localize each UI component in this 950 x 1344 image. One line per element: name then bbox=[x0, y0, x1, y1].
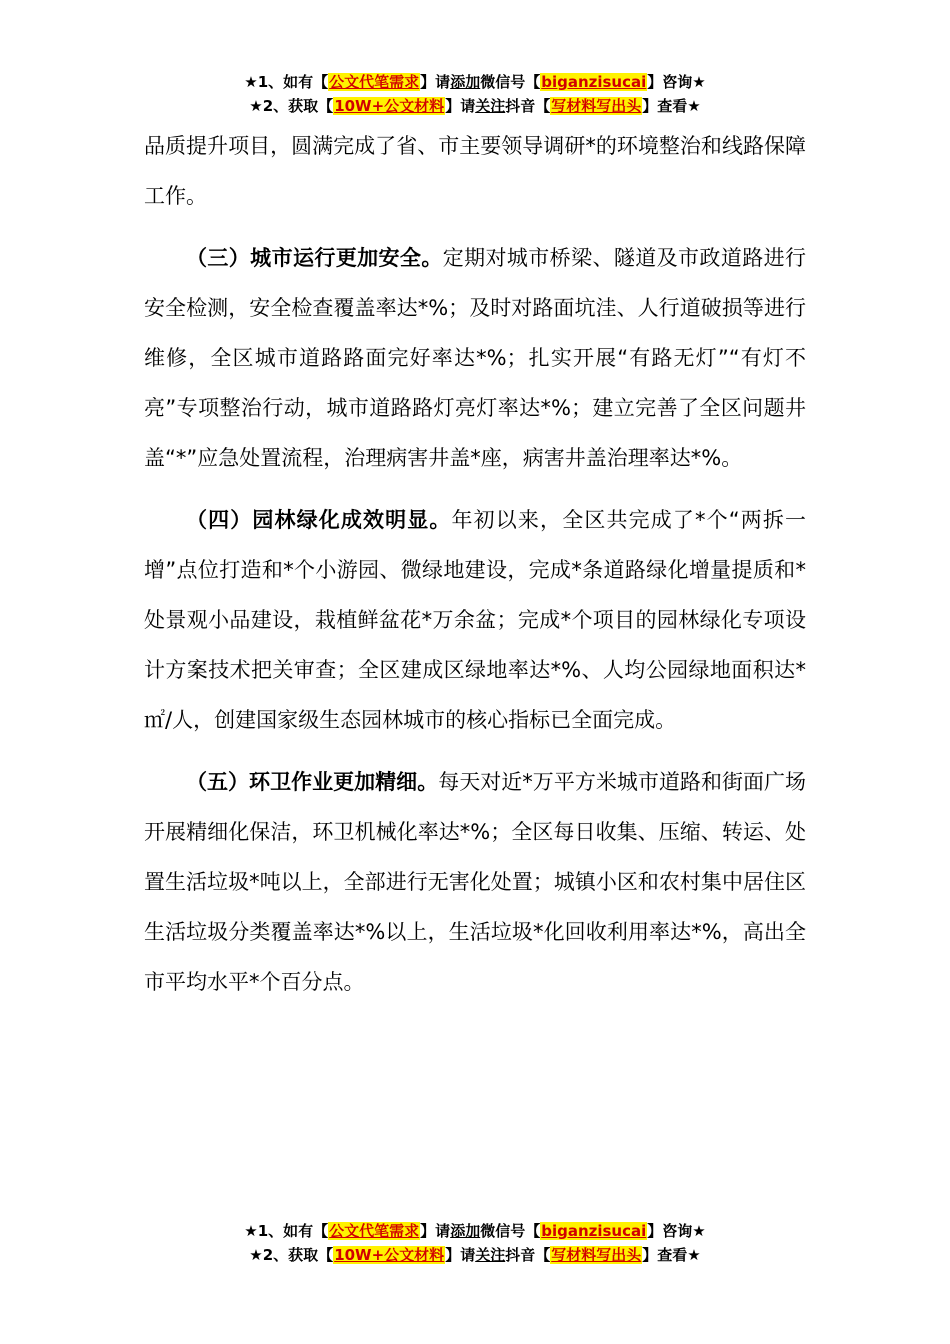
banner-line-2 bbox=[0, 1243, 950, 1267]
banner-text: ★1、如有【 bbox=[244, 73, 329, 91]
banner-highlight: biganzisucai bbox=[541, 73, 647, 91]
paragraph-sanitation bbox=[144, 757, 806, 1007]
banner-text: ★2、获取【 bbox=[249, 97, 334, 115]
banner-text: ★2、获取【 bbox=[249, 1246, 334, 1264]
paragraph-heading: （五）环卫作业更加精细。 bbox=[186, 770, 439, 794]
banner-underline: 关注 bbox=[475, 1246, 506, 1264]
banner-text: 抖音【 bbox=[505, 1246, 551, 1264]
banner-text: 】咨询★ bbox=[647, 73, 706, 91]
banner-line-2 bbox=[0, 94, 950, 118]
banner-text: 】查看★ bbox=[642, 1246, 701, 1264]
banner-highlight: 10W+公文材料 bbox=[334, 1246, 445, 1264]
footer-banner bbox=[0, 1219, 950, 1267]
document-body bbox=[144, 121, 806, 1007]
banner-highlight: 写材料写出头 bbox=[551, 1246, 642, 1264]
banner-text: 】请 bbox=[445, 97, 476, 115]
paragraph-heading: （四）园林绿化成效明显。 bbox=[186, 508, 452, 532]
banner-highlight: 10W+公文材料 bbox=[334, 97, 445, 115]
banner-highlight: 公文代笔需求 bbox=[329, 1222, 420, 1240]
banner-text: 】请 bbox=[445, 1246, 476, 1264]
banner-text: 微信号【 bbox=[480, 73, 541, 91]
banner-underline: 关注 bbox=[475, 97, 506, 115]
header-banner bbox=[0, 70, 950, 118]
paragraph-text: 每天对近*万平方米城市道路和街面广场开展精细化保洁，环卫机械化率达*%；全区每日收集、压缩、转运、处置生活垃圾*吨以上，全部进行无害化处置；城镇小区和农村集中居住区生活垃圾分类覆盖率达*%以上，生活垃圾*化回收利用率达*%，高出全市平均水平*个百分点。 bbox=[144, 770, 807, 994]
paragraph-heading: （三）城市运行更加安全。 bbox=[186, 246, 443, 270]
banner-text: 】请 bbox=[420, 73, 451, 91]
banner-underline: 添加 bbox=[450, 73, 481, 91]
paragraph-continuation: 品质提升项目，圆满完成了省、市主要领导调研*的环境整治和线路保障工作。 bbox=[144, 134, 806, 208]
banner-text: 抖音【 bbox=[505, 97, 551, 115]
banner-highlight: 公文代笔需求 bbox=[329, 73, 420, 91]
banner-line-1 bbox=[0, 70, 950, 94]
paragraph-city-safety bbox=[144, 233, 806, 483]
banner-underline: 添加 bbox=[450, 1222, 481, 1240]
banner-text: 微信号【 bbox=[480, 1222, 541, 1240]
banner-text: 】查看★ bbox=[642, 97, 701, 115]
banner-text: 】咨询★ bbox=[647, 1222, 706, 1240]
banner-highlight: biganzisucai bbox=[541, 1222, 647, 1240]
banner-text: ★1、如有【 bbox=[244, 1222, 329, 1240]
banner-line-1 bbox=[0, 1219, 950, 1243]
paragraph-text: 年初以来，全区共完成了*个“两拆一增”点位打造和*个小游园、微绿地建设，完成*条道路绿化增量提质和*处景观小品建设，栽植鲜盆花*万余盆；完成*个项目的园林绿化专项设计方案技术把关审查；全区建成区绿地率达*%、人均公园绿地面积达*㎡/人，创建国家级生态园林城市的核心指标已全面完成。 bbox=[144, 508, 806, 732]
paragraph-text: 定期对城市桥梁、隧道及市政道路进行安全检测，安全检查覆盖率达*%；及时对路面坑洼、人行道破损等进行维修，全区城市道路路面完好率达*%；扎实开展“有路无灯”“有灯不亮”专项整治行动，城市道路路灯亮灯率达*%；建立完善了全区问题井盖“*”应急处置流程，治理病害井盖*座，病害井盖治理率达*%。 bbox=[144, 246, 807, 470]
paragraph-greening bbox=[144, 495, 806, 745]
banner-text: 】请 bbox=[420, 1222, 451, 1240]
banner-highlight: 写材料写出头 bbox=[551, 97, 642, 115]
